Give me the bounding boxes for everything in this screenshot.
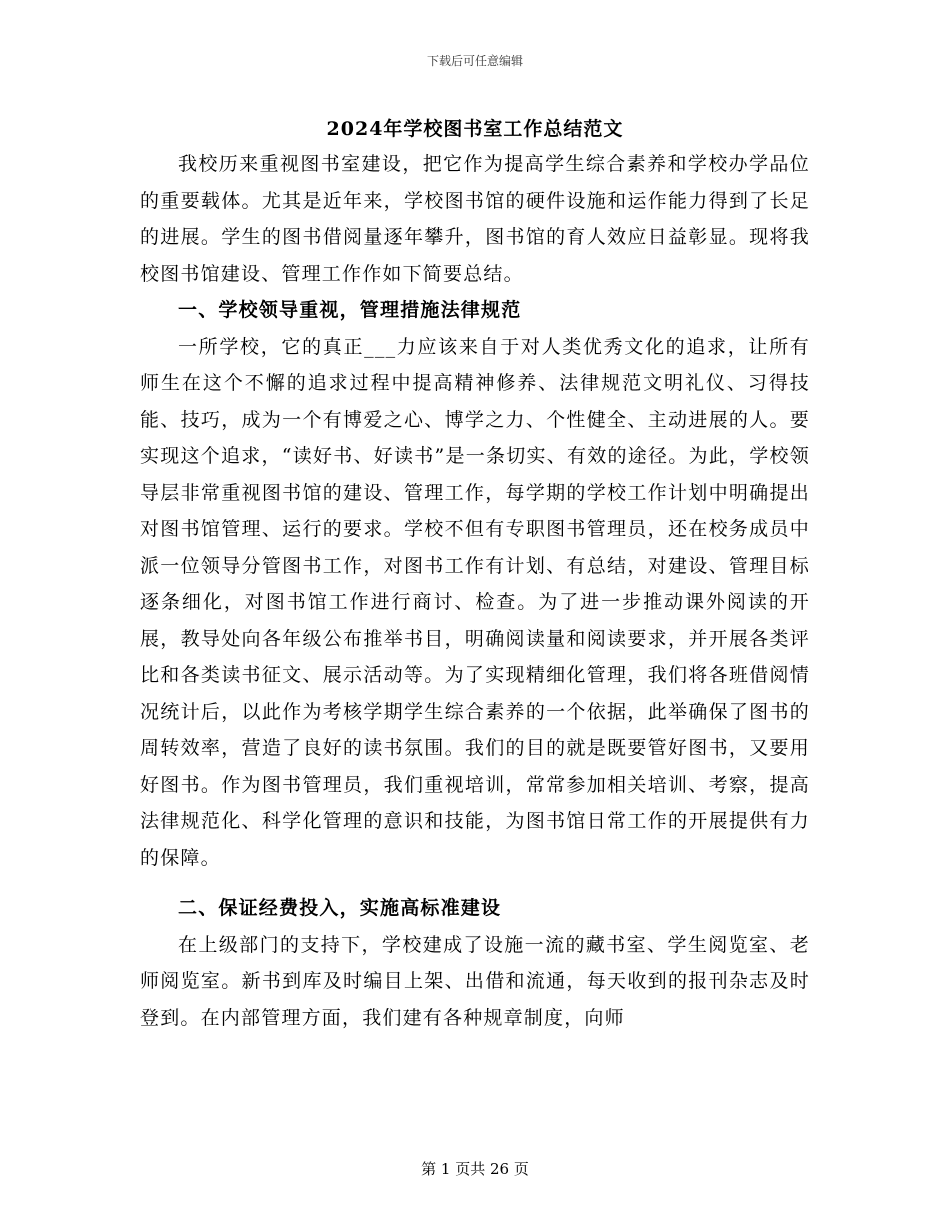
document-title: 2024年学校图书室工作总结范文 bbox=[326, 118, 624, 140]
section-2-heading: 二、保证经费投入，实施高标准建设 bbox=[178, 897, 502, 919]
page-footer: 第 1 页共 26 页 bbox=[421, 1160, 529, 1178]
header-note: 下载后可任意编辑 bbox=[426, 54, 523, 68]
document-body bbox=[140, 112, 810, 1036]
section-1-paragraph: 一所学校，它的真正___力应该来自于对人类优秀文化的追求，让所有师生在这个不懈的追求过程中提高精神修养、法律规范文明礼仪、习得技能、技巧，成为一个有博爱之心、博学之力、个性健全、主动进展的人。要实现这个追求，“读好书、好读书”是一条切实、有效的途径。为此，学校领导层非常重视图书馆的建设、管理工作，每学期的学校工作计划中明确提出对图书馆管理、运行的要求。学校不但有专职图书管理员，还在校务成员中派一位领导分管图书工作，对图书工作有计划、有总结，对建设、管理目标逐条细化，对图书馆工作进行商讨、检查。为了进一步推动课外阅读的开展，教导处向各年级公布推举书目，明确阅读量和阅读要求，并开展各类评比和各类读书征文、展示活动等。为了实现精细化管理，我们将各班借阅情况统计后，以此作为考核学期学生综合素养的一个依据，此举确保了图书的周转效率，营造了良好的读书氛围。我们的目的就是既要管好图书，又要用好图书。作为图书管理员，我们重视培训，常常参加相关培训、考察，提高法律规范化、科学化管理的意识和技能，为图书馆日常工作的开展提供有力的保障。 bbox=[140, 335, 810, 869]
section-2-paragraph: 在上级部门的支持下，学校建成了设施一流的藏书室、学生阅览室、老师阅览室。新书到库及时编目上架、出借和流通，每天收到的报刊杂志及时登到。在内部管理方面，我们建有各种规章制度，向师 bbox=[140, 933, 810, 1029]
intro-paragraph: 我校历来重视图书室建设，把它作为提高学生综合素养和学校办学品位的重要载体。尤其是近年来，学校图书馆的硬件设施和运作能力得到了长足的进展。学生的图书借阅量逐年攀升，图书馆的育人效应日益彰显。现将我校图书馆建设、管理工作作如下简要总结。 bbox=[140, 153, 810, 285]
section-1-heading: 一、学校领导重视，管理措施法律规范 bbox=[178, 299, 522, 321]
